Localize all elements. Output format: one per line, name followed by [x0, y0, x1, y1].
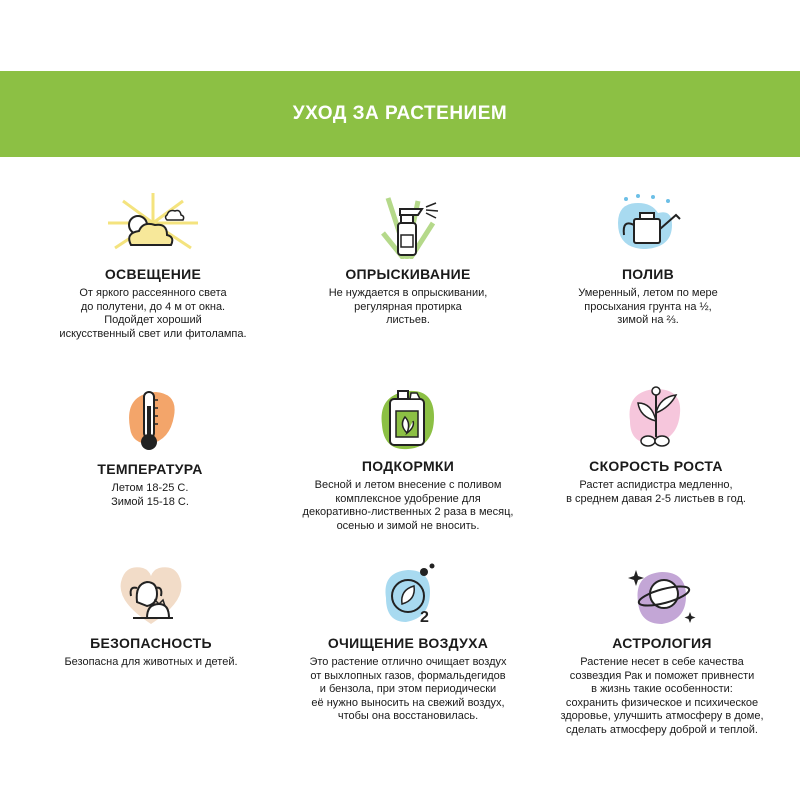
card-temperature	[20, 388, 280, 509]
card-fertilizing	[278, 385, 538, 533]
card-spraying	[278, 193, 538, 328]
card-growth-rate	[526, 385, 786, 506]
card-title: СКОРОСТЬ РОСТА	[589, 458, 723, 474]
card-description: Умеренный, летом по мере просыхания грунта на ½, зимой на ⅔.	[578, 287, 718, 326]
card-air-purification	[278, 562, 538, 724]
page-title: УХОД ЗА РАСТЕНИЕМ	[292, 103, 508, 124]
planet-icon	[612, 562, 712, 628]
card-description: Растение несет в себе качества созвездия Рак и поможет привнести в жизнь такие особенности: сохранить физическое и психическое здоровье, улучшить атмосферу в доме, сделать атмосферу доброй и теплой.	[560, 656, 764, 736]
card-lighting	[23, 193, 283, 341]
card-description: Растет аспидистра медленно, в среднем давая 2-5 листьев в год.	[566, 479, 746, 505]
card-description: Безопасна для животных и детей.	[64, 656, 238, 668]
card-astrology	[532, 562, 792, 737]
thermometer-icon	[100, 388, 200, 454]
card-title: ОЧИЩЕНИЕ ВОЗДУХА	[327, 635, 489, 651]
card-title: ТЕМПЕРАТУРА	[97, 461, 203, 477]
card-description: От яркого рассеянного света до полутени, до 4 м от окна. Подойдет хороший искусственный свет или фитолампа.	[59, 287, 247, 340]
card-title: АСТРОЛОГИЯ	[612, 635, 712, 651]
card-title: ПОДКОРМКИ	[361, 458, 455, 474]
card-title: ПОЛИВ	[621, 266, 675, 282]
svg-text:2: 2	[420, 609, 429, 626]
card-title: ОПРЫСКИВАНИЕ	[345, 266, 471, 282]
watering-can-icon	[598, 193, 698, 259]
card-description: Весной и летом внесение с поливом комплексное удобрение для декоративно-лиственных 2 раза в месяц, осенью и зимой не вносить.	[302, 479, 514, 532]
card-description: Летом 18-25 С. Зимой 15-18 С.	[111, 482, 189, 508]
card-watering	[518, 193, 778, 328]
fertilizer-canister-icon	[358, 385, 458, 451]
spray-bottle-icon	[358, 193, 458, 259]
card-safety	[21, 562, 281, 670]
pet-heart-icon	[101, 562, 201, 628]
card-description: Это растение отлично очищает воздух от выхлопных газов, формальдегидов и бензола, при этом периодически её нужно выносить на свежий воздух, чтобы она восстановилась.	[309, 656, 507, 722]
card-title: БЕЗОПАСНОСТЬ	[90, 635, 212, 651]
sun-cloud-icon	[103, 193, 203, 259]
card-title: ОСВЕЩЕНИЕ	[104, 266, 202, 282]
air-o2-icon	[358, 562, 458, 628]
header-banner	[0, 71, 800, 157]
card-description: Не нуждается в опрыскивании, регулярная протирка листьев.	[328, 287, 488, 326]
sprout-icon	[606, 385, 706, 451]
